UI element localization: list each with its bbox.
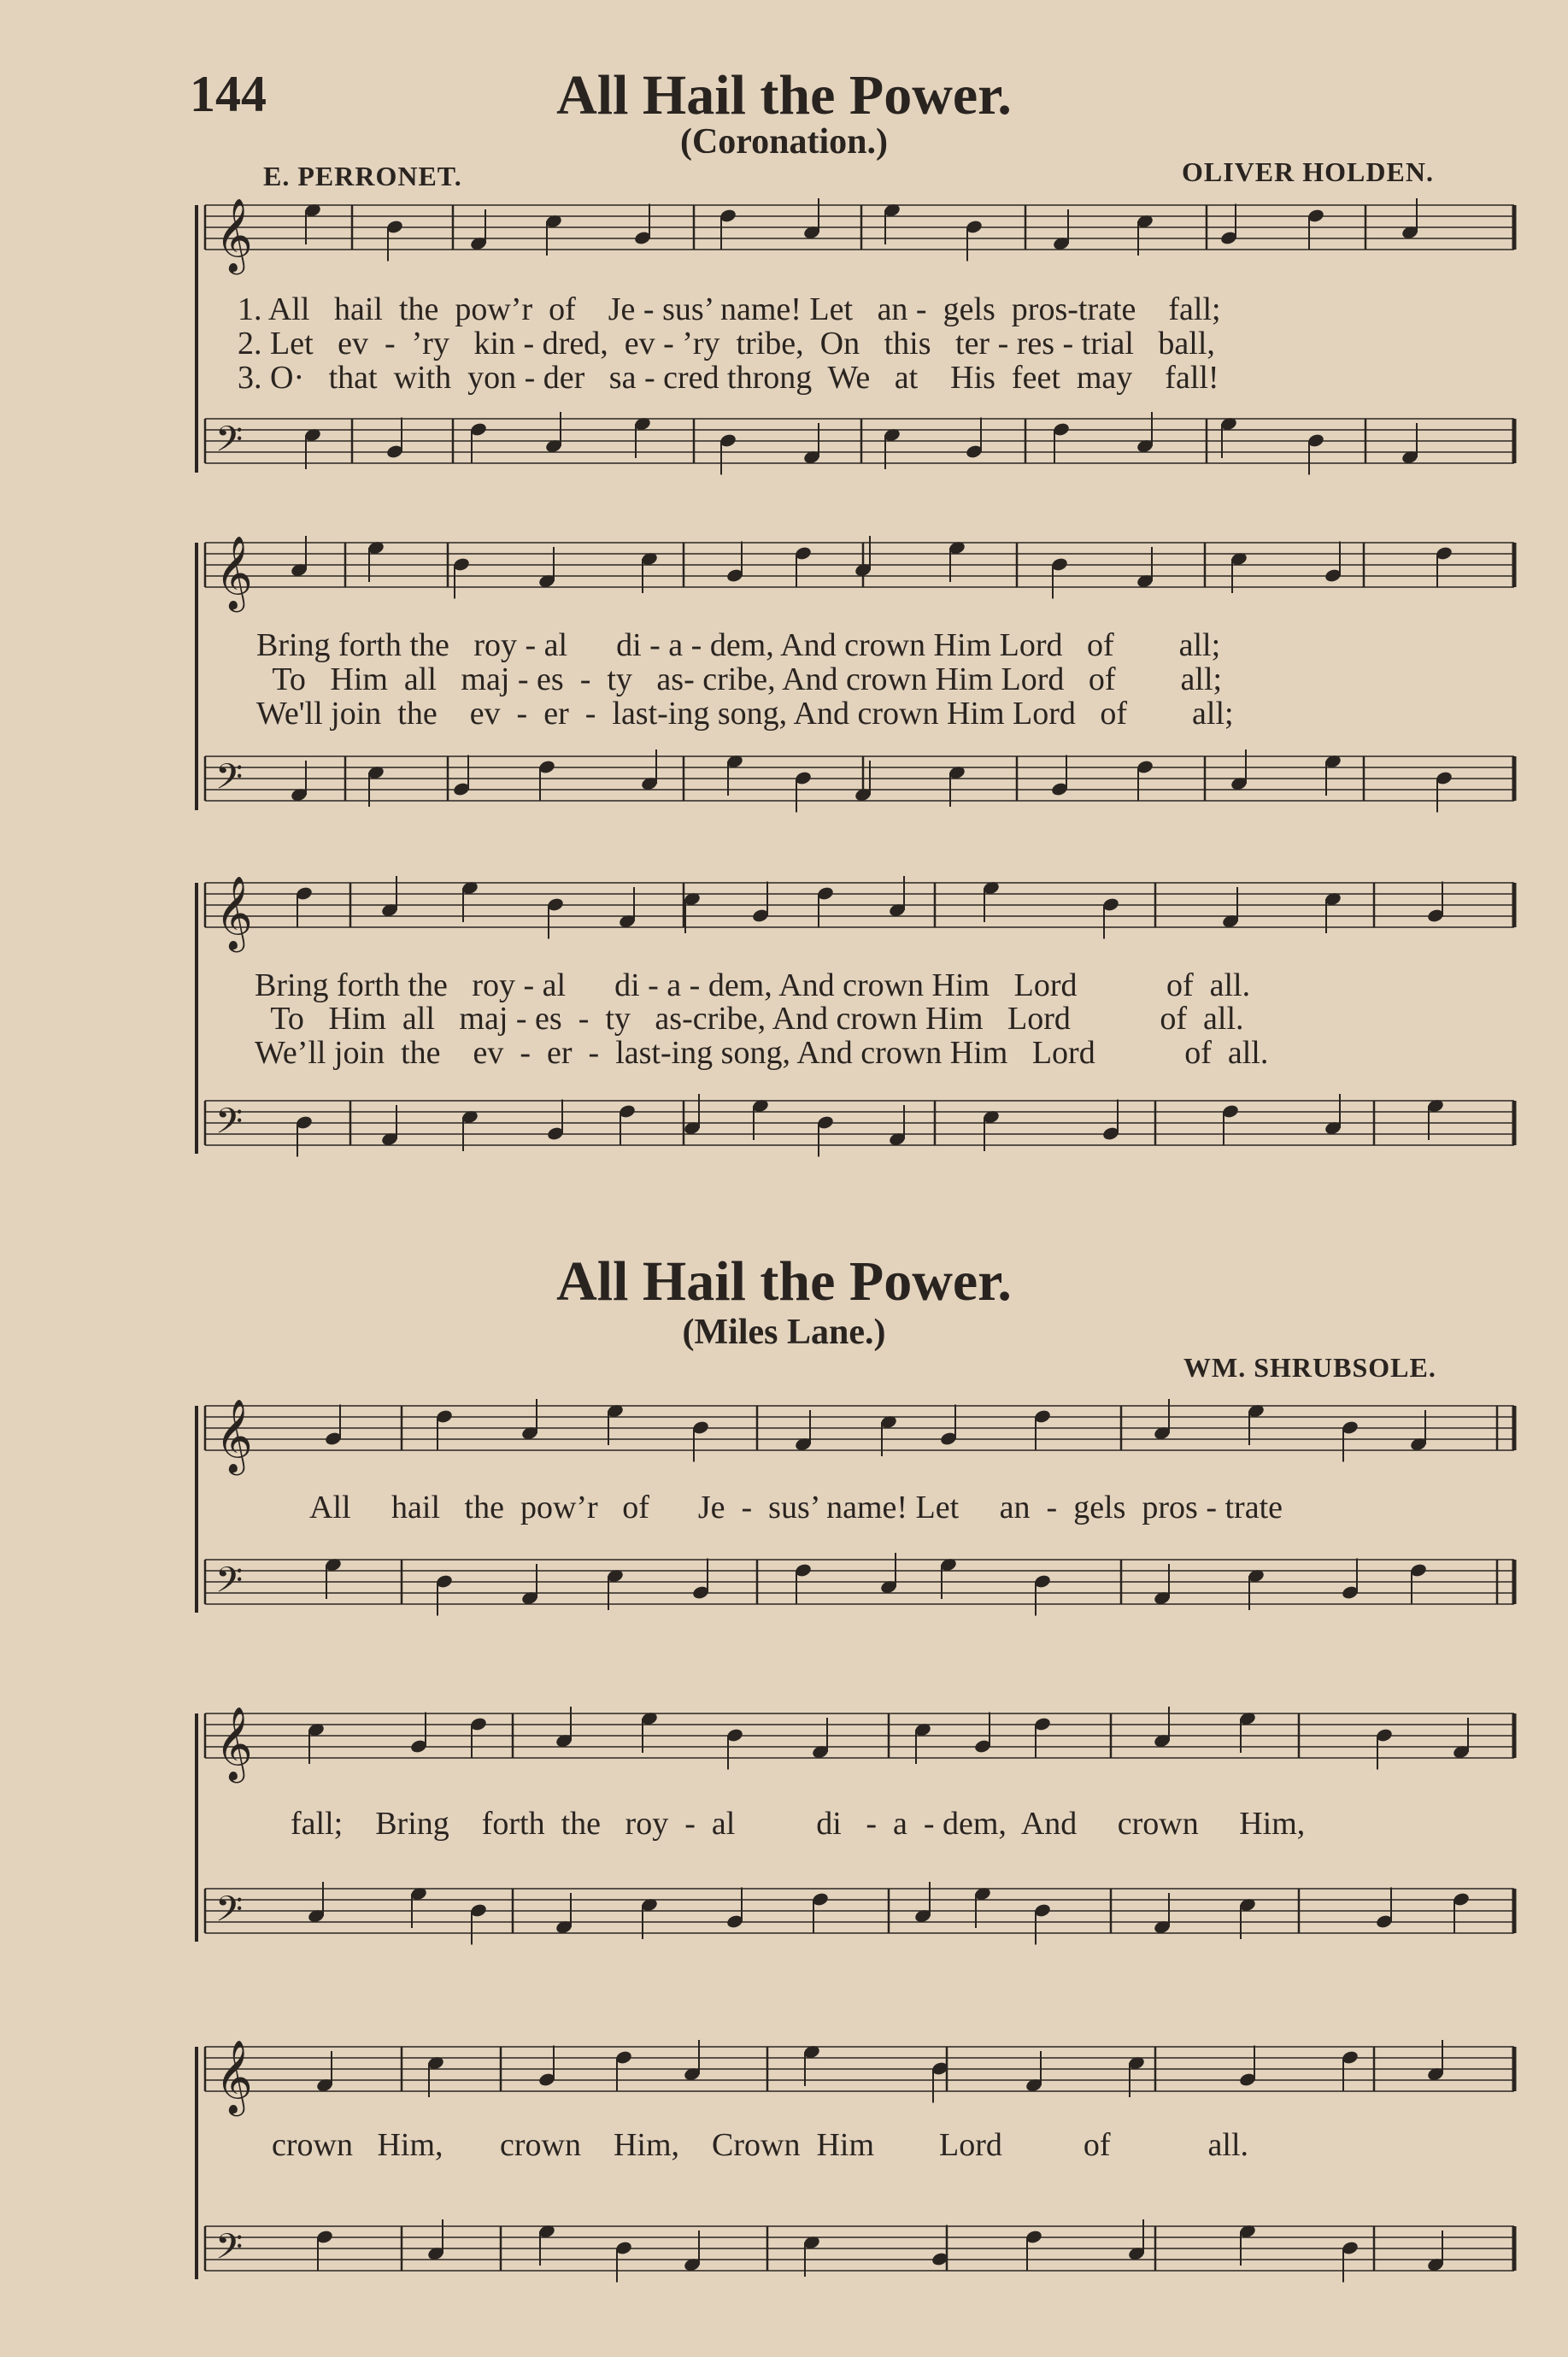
hymn2-s1-lyric: All hail the pow’r of Je - sus’ name! Let an - gels pros - trate: [309, 1490, 1283, 1525]
hymn1-title: All Hail the Power.: [556, 64, 1012, 126]
hymn2-s3-lyric: crown Him, crown Him, Crown Him Lord of all.: [272, 2127, 1249, 2163]
hymn1-s1-verse3: 3. O· that with yon - der sa - cred throng We at His feet may fall!: [238, 360, 1219, 396]
bass-clef: 𝄢: [215, 756, 244, 806]
hymn2-tune: (Miles Lane.): [682, 1313, 886, 1352]
treble-clef: 𝄞: [215, 1707, 253, 1780]
hymn1-s3-verse3: We’ll join the ev - er - last-ing song, And crown Him Lord of all.: [255, 1035, 1269, 1071]
page-number: 144: [190, 66, 267, 122]
bass-clef: 𝄢: [215, 1889, 244, 1938]
treble-clef: 𝄞: [215, 876, 253, 949]
hymn2-music-credit: WM. SHRUBSOLE.: [1183, 1352, 1436, 1383]
treble-clef: 𝄞: [215, 1399, 253, 1472]
hymn1-s2-verse3: We'll join the ev - er - last-ing song, And crown Him Lord of all;: [256, 696, 1234, 732]
hymn1-s2-verse2: To Him all maj - es - ty as- cribe, And crown Him Lord of all;: [256, 661, 1223, 697]
bass-clef: 𝄢: [215, 2226, 244, 2276]
hymn1-words-credit: E. PERRONET.: [263, 161, 462, 191]
bass-clef: 𝄢: [215, 1560, 244, 1609]
treble-clef: 𝄞: [215, 198, 253, 272]
hymn1-s3-verse1: Bring forth the roy - al di - a - dem, And crown Him Lord of all.: [255, 967, 1251, 1003]
hymn1-tune: (Coronation.): [679, 122, 889, 162]
hymn1-music-credit: OLIVER HOLDEN.: [1182, 156, 1434, 187]
treble-clef: 𝄞: [215, 2040, 253, 2113]
treble-clef: 𝄞: [215, 536, 253, 609]
hymn2-s2-lyric: fall; Bring forth the roy - al di - a - dem, And crown Him,: [291, 1806, 1306, 1842]
bass-clef: 𝄢: [215, 419, 244, 468]
bass-clef: 𝄢: [215, 1101, 244, 1150]
hymn1-s1-verse2: 2. Let ev - ’ry kin - dred, ev - ’ry tribe, On this ter - res - trial ball,: [238, 326, 1215, 361]
hymn1-s1-verse1: 1. All hail the pow’r of Je - sus’ name! Let an - gels pros-trate fall;: [238, 291, 1221, 327]
hymn1-s3-verse2: To Him all maj - es - ty as-cribe, And crown Him Lord of all.: [255, 1001, 1244, 1037]
hymn1-s2-verse1: Bring forth the roy - al di - a - dem, And crown Him Lord of all;: [256, 627, 1221, 663]
hymn2-title: All Hail the Power.: [556, 1250, 1012, 1313]
